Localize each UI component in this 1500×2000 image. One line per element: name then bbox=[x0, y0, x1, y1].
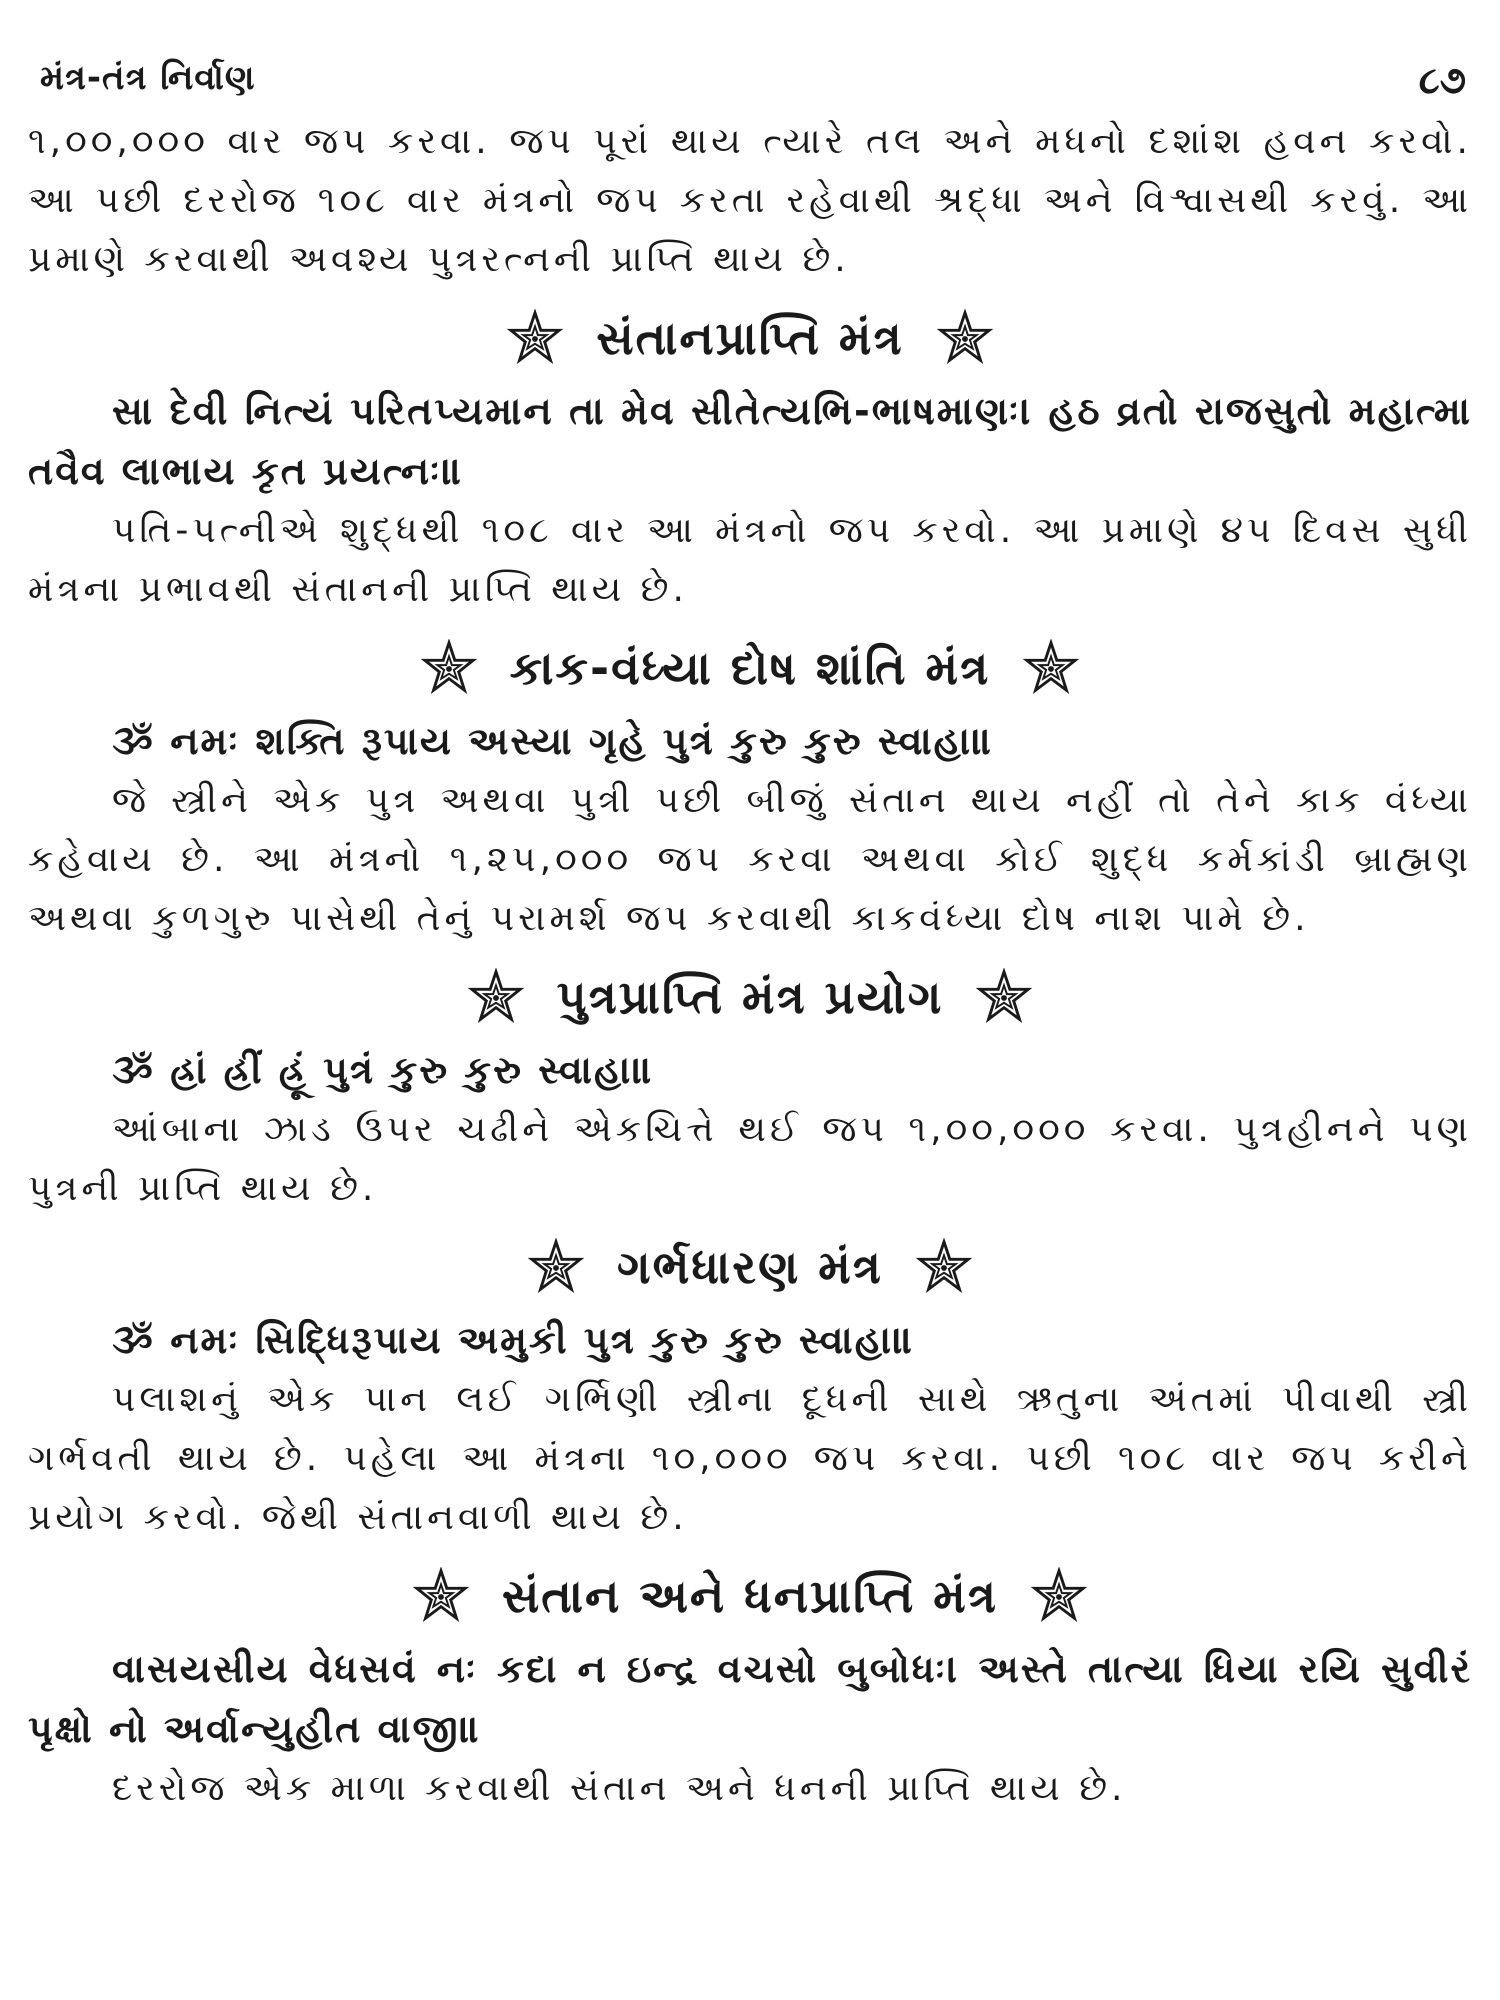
section-heading-1 bbox=[28, 299, 1472, 377]
flower-star-ornament-icon bbox=[467, 968, 525, 1026]
section-paragraph: પલાશનું એક પાન લઈ ગર્ભિણી સ્ત્રીના દૂધની સાથે ઋતુના અંતમાં પીવાથી સ્ત્રી ગર્ભવતી થાય છે. પહેલા આ મંત્રના ૧૦,૦૦૦ જપ કરવા. પછી ૧૦૮ વાર જપ કરીને પ્રયોગ કરવો. જેથી સંતાનવાળી થાય છે. bbox=[28, 1379, 1472, 1538]
section-paragraph: પતિ-પત્નીએ શુદ્ધથી ૧૦૮ વાર આ મંત્રનો જપ કરવો. આ પ્રમાણે ૪૫ દિવસ સુધી મંત્રના પ્રભાવથી સંતાનની પ્રાપ્તિ થાય છે. bbox=[28, 510, 1472, 610]
section-title: પુત્રપ્રાપ્તિ મંત્ર પ્રયોગ bbox=[556, 970, 944, 1024]
flower-star-ornament-icon bbox=[506, 309, 564, 367]
section-title: કાક-વંધ્યા દોષ શાંતિ મંત્ર bbox=[509, 641, 991, 695]
section-heading-2 bbox=[28, 629, 1472, 707]
flower-star-ornament-icon bbox=[527, 1238, 585, 1296]
section-title: સંતાનપ્રાપ્તિ મંત્ર bbox=[596, 311, 904, 365]
section-title: ગર્ભધારણ મંત્ર bbox=[617, 1240, 883, 1294]
intro-paragraph: ૧,૦૦,૦૦૦ વાર જપ કરવા. જપ પૂરાં થાય ત્યારે તલ અને મધનો દશાંશ હવન કરવો. આ પછી દરરોજ ૧૦૮ વાર મંત્રનો જપ કરતા રહેવાથી શ્રદ્ધા અને વિશ્વાસથી કરવું. આ પ્રમાણે કરવાથી અવશ્ય પુત્રરત્નની પ્રાપ્તિ થાય છે. bbox=[28, 121, 1472, 280]
flower-star-ornament-icon bbox=[412, 1567, 470, 1625]
section-title: સંતાન અને ધનપ્રાપ્તિ મંત્ર bbox=[502, 1569, 998, 1623]
mantra-text: ૐ નમઃ સિદ્ધિરૂપાય અમુકી પુત્ર કુરુ કુરુ સ્વાહા॥ bbox=[112, 1318, 916, 1362]
mantra-text: ૐ હ્રાં હ્રીં હ્રૂં પુત્રં કુરુ કુરુ સ્વાહા॥ bbox=[112, 1048, 655, 1092]
flower-star-ornament-icon bbox=[975, 968, 1033, 1026]
flower-star-ornament-icon bbox=[936, 309, 994, 367]
mantra-text: સા દેવી નિત્યં પરિતપ્યમાન તા મેવ સીતેત્યભિ-ભાષમાણઃ। હઠ વ્રતો રાજસુતો મહાત્મા તવૈવ લાભાય કૃત પ્રયત્નઃ॥ bbox=[28, 389, 1472, 493]
mantra-text: વાસયસીય વેધસવં નઃ કદા ન ઇન્દ્ર વચસો બુબોધઃ। અસ્તે તાત્યા ધિયા રયિ સુવીરં પૃક્ષો નો અર્વાન્યુહીત વાજી॥ bbox=[28, 1647, 1472, 1751]
mantra-text: ૐ નમઃ શક્તિ રૂપાય અસ્યા ગૃહે પુત્રં કુરુ કુરુ સ્વાહા॥ bbox=[112, 719, 995, 763]
page-content bbox=[28, 112, 1472, 1818]
section-paragraph: આંબાના ઝાડ ઉપર ચઢીને એકચિત્તે થઈ જપ ૧,૦૦,૦૦૦ કરવા. પુત્રહીનને પણ પુત્રની પ્રાપ્તિ થાય છે. bbox=[28, 1109, 1472, 1209]
section-paragraph: જે સ્ત્રીને એક પુત્ર અથવા પુત્રી પછી બીજું સંતાન થાય નહીં તો તેને કાક વંધ્યા કહેવાય છે. આ મંત્રનો ૧,૨૫,૦૦૦ જપ કરવા અથવા કોઈ શુદ્ધ કર્મકાંડી બ્રાહ્મણ અથવા કુળગુરુ પાસેથી તેનું પરામર્શ જપ કરવાથી કાકવંધ્યા દોષ નાશ પામે છે. bbox=[28, 780, 1472, 939]
section-heading-5 bbox=[28, 1557, 1472, 1635]
page-number: ૮૭ bbox=[1418, 58, 1466, 102]
flower-star-ornament-icon bbox=[1022, 639, 1080, 697]
section-paragraph: દરરોજ એક માળા કરવાથી સંતાન અને ધનની પ્રાપ્તિ થાય છે. bbox=[112, 1768, 1127, 1809]
flower-star-ornament-icon bbox=[915, 1238, 973, 1296]
section-heading-3 bbox=[28, 958, 1472, 1036]
flower-star-ornament-icon bbox=[1030, 1567, 1088, 1625]
running-header-title: મંત્ર-તંત્ર નિર્વાણ bbox=[40, 58, 256, 98]
section-heading-4 bbox=[28, 1228, 1472, 1306]
flower-star-ornament-icon bbox=[420, 639, 478, 697]
